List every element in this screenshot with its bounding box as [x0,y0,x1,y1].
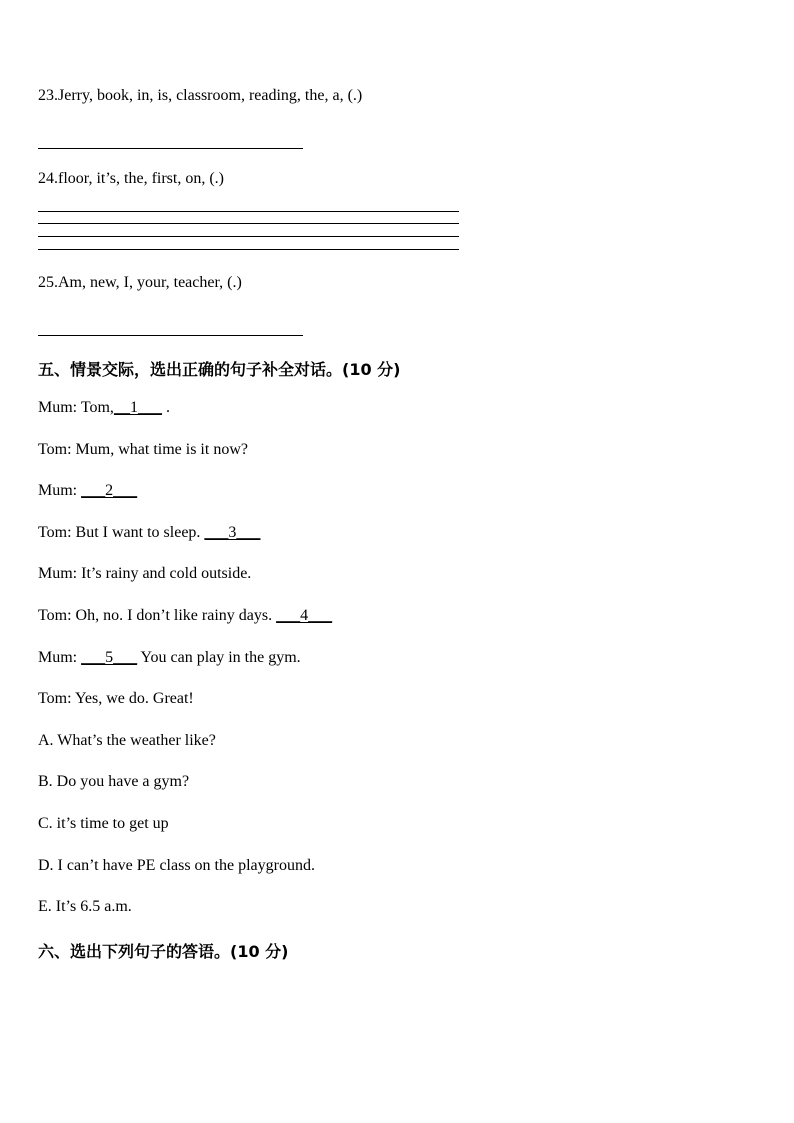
dialogue-text: Tom: Mum, what time is it now? [38,441,248,458]
question-23: 23.Jerry, book, in, is, classroom, reading, the, a, (.) [38,87,363,104]
dialogue-text-after: You can play in the gym. [137,649,301,666]
dialogue-line-6 [38,607,332,625]
option-a: A. What’s the weather like? [38,732,216,749]
dialogue-text: Mum: [38,649,82,666]
answer-line-24-1[interactable] [38,211,459,212]
dialogue-line-2 [38,441,248,459]
dialogue-text-after: . [161,399,170,416]
question-25: 25.Am, new, I, your, teacher, (.) [38,274,242,291]
dialogue-blank-2[interactable]: ___2___ [81,482,138,499]
dialogue-line-1 [38,399,170,417]
answer-line-24-4[interactable] [38,249,459,250]
dialogue-line-3 [38,482,137,500]
dialogue-blank-1[interactable]: __1___ [113,399,162,416]
section-6-heading: 六、选出下列句子的答语。(10 分) [38,942,289,961]
dialogue-line-7 [38,649,301,667]
dialogue-text: Mum: [38,482,82,499]
dialogue-blank-4[interactable]: ___4___ [276,607,333,624]
dialogue-line-4 [38,524,260,542]
dialogue-text: Tom: Yes, we do. Great! [38,690,194,707]
option-d: D. I can’t have PE class on the playground. [38,857,315,874]
answer-line-24-2[interactable] [38,223,459,224]
dialogue-line-5 [38,565,251,583]
dialogue-text: Tom: Oh, no. I don’t like rainy days. [38,607,277,624]
answer-line-25[interactable] [38,335,303,336]
dialogue-text: Tom: But I want to sleep. [38,524,205,541]
answer-line-23[interactable] [38,148,303,149]
answer-line-24-3[interactable] [38,236,459,237]
dialogue-text: Mum: It’s rainy and cold outside. [38,565,252,582]
question-24: 24.floor, it’s, the, first, on, (.) [38,170,224,187]
dialogue-blank-3[interactable]: ___3___ [204,524,261,541]
option-e: E. It’s 6.5 a.m. [38,898,132,915]
dialogue-blank-5[interactable]: ___5___ [81,649,138,666]
option-c: C. it’s time to get up [38,815,169,832]
option-b: B. Do you have a gym? [38,773,190,790]
dialogue-line-8 [38,690,194,708]
dialogue-text: Mum: Tom, [38,399,114,416]
section-5-heading: 五、情景交际，选出正确的句子补全对话。(10 分) [38,360,401,379]
